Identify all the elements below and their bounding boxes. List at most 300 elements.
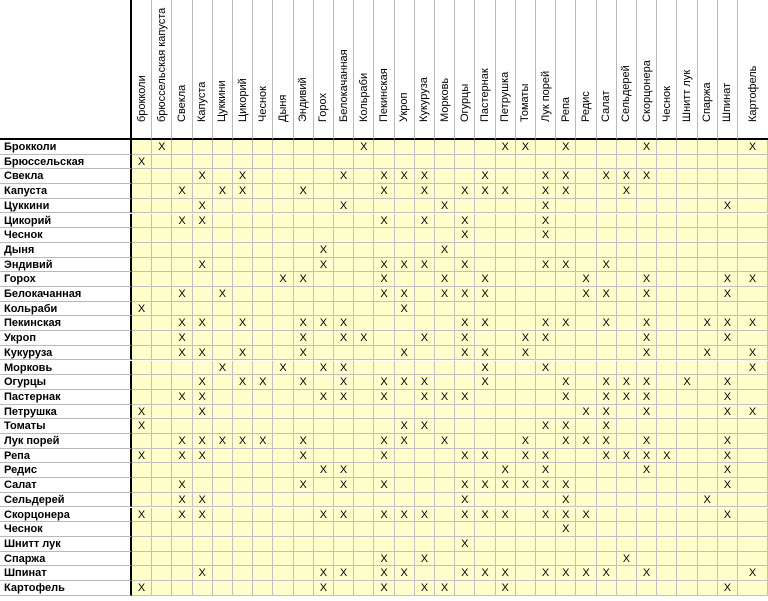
grid-cell[interactable]: X (738, 566, 768, 581)
grid-cell[interactable]: X (455, 449, 475, 464)
grid-cell[interactable] (496, 449, 516, 464)
grid-cell[interactable] (314, 449, 334, 464)
column-header[interactable] (233, 0, 253, 140)
grid-cell[interactable]: X (637, 346, 657, 361)
grid-cell[interactable] (132, 522, 152, 537)
grid-cell[interactable]: X (233, 184, 253, 199)
grid-cell[interactable] (334, 228, 354, 243)
grid-cell[interactable]: X (294, 331, 314, 346)
grid-cell[interactable]: X (698, 346, 718, 361)
grid-cell[interactable] (354, 463, 374, 478)
grid-cell[interactable] (455, 581, 475, 596)
grid-cell[interactable] (314, 493, 334, 508)
grid-cell[interactable] (657, 566, 677, 581)
row-header[interactable]: Кольраби (0, 302, 132, 317)
grid-cell[interactable] (617, 361, 637, 376)
grid-cell[interactable] (516, 405, 536, 420)
grid-cell[interactable] (496, 375, 516, 390)
grid-cell[interactable] (516, 302, 536, 317)
grid-cell[interactable]: X (294, 434, 314, 449)
grid-cell[interactable] (576, 199, 596, 214)
grid-cell[interactable]: X (475, 449, 495, 464)
grid-cell[interactable] (475, 552, 495, 567)
grid-cell[interactable] (213, 537, 233, 552)
grid-cell[interactable] (556, 405, 576, 420)
grid-cell[interactable] (152, 346, 172, 361)
grid-cell[interactable]: X (455, 258, 475, 273)
grid-cell[interactable]: X (314, 258, 334, 273)
grid-cell[interactable] (354, 405, 374, 420)
grid-cell[interactable] (354, 419, 374, 434)
grid-cell[interactable]: X (314, 316, 334, 331)
grid-cell[interactable] (395, 155, 415, 170)
grid-cell[interactable] (718, 537, 738, 552)
grid-cell[interactable] (597, 552, 617, 567)
grid-cell[interactable] (516, 508, 536, 523)
grid-cell[interactable] (738, 199, 768, 214)
grid-cell[interactable] (314, 272, 334, 287)
column-header[interactable] (576, 0, 596, 140)
grid-cell[interactable] (698, 228, 718, 243)
grid-cell[interactable] (213, 566, 233, 581)
grid-cell[interactable] (657, 581, 677, 596)
grid-cell[interactable] (657, 537, 677, 552)
grid-cell[interactable] (374, 463, 394, 478)
grid-cell[interactable] (395, 184, 415, 199)
grid-cell[interactable]: X (435, 287, 455, 302)
grid-cell[interactable] (354, 155, 374, 170)
grid-cell[interactable]: X (415, 169, 435, 184)
grid-cell[interactable] (677, 287, 697, 302)
grid-cell[interactable] (475, 463, 495, 478)
grid-cell[interactable] (516, 258, 536, 273)
grid-cell[interactable] (334, 346, 354, 361)
grid-cell[interactable] (415, 199, 435, 214)
grid-cell[interactable] (475, 199, 495, 214)
grid-cell[interactable] (435, 214, 455, 229)
grid-cell[interactable] (455, 140, 475, 155)
grid-cell[interactable] (435, 493, 455, 508)
grid-cell[interactable] (698, 214, 718, 229)
grid-cell[interactable] (496, 552, 516, 567)
grid-cell[interactable]: X (718, 199, 738, 214)
grid-cell[interactable] (516, 272, 536, 287)
grid-cell[interactable] (516, 375, 536, 390)
grid-cell[interactable] (395, 390, 415, 405)
grid-cell[interactable] (576, 463, 596, 478)
grid-cell[interactable] (193, 361, 213, 376)
grid-cell[interactable] (294, 258, 314, 273)
grid-cell[interactable] (213, 316, 233, 331)
grid-cell[interactable]: X (193, 169, 213, 184)
grid-cell[interactable] (617, 434, 637, 449)
grid-cell[interactable]: X (172, 390, 192, 405)
grid-cell[interactable] (435, 508, 455, 523)
grid-cell[interactable] (455, 375, 475, 390)
grid-cell[interactable]: X (718, 478, 738, 493)
grid-cell[interactable] (213, 258, 233, 273)
grid-cell[interactable] (273, 155, 293, 170)
grid-cell[interactable] (253, 361, 273, 376)
grid-cell[interactable] (233, 493, 253, 508)
column-header[interactable] (556, 0, 576, 140)
grid-cell[interactable] (475, 405, 495, 420)
grid-cell[interactable]: X (395, 508, 415, 523)
grid-cell[interactable] (213, 493, 233, 508)
grid-cell[interactable] (738, 390, 768, 405)
grid-cell[interactable] (435, 302, 455, 317)
grid-cell[interactable] (677, 522, 697, 537)
row-header[interactable]: Дыня (0, 243, 132, 258)
grid-cell[interactable] (738, 493, 768, 508)
grid-cell[interactable] (677, 537, 697, 552)
grid-cell[interactable] (657, 331, 677, 346)
grid-cell[interactable]: X (213, 184, 233, 199)
grid-cell[interactable]: X (334, 169, 354, 184)
grid-cell[interactable]: X (273, 361, 293, 376)
grid-cell[interactable] (172, 419, 192, 434)
grid-cell[interactable]: X (597, 449, 617, 464)
grid-cell[interactable]: X (718, 581, 738, 596)
grid-cell[interactable] (597, 214, 617, 229)
grid-cell[interactable]: X (455, 478, 475, 493)
grid-cell[interactable]: X (738, 361, 768, 376)
grid-cell[interactable] (698, 449, 718, 464)
grid-cell[interactable]: X (637, 390, 657, 405)
grid-cell[interactable] (516, 419, 536, 434)
grid-cell[interactable] (294, 214, 314, 229)
grid-cell[interactable] (354, 199, 374, 214)
grid-cell[interactable]: X (334, 361, 354, 376)
grid-cell[interactable]: X (516, 346, 536, 361)
grid-cell[interactable] (213, 169, 233, 184)
grid-cell[interactable] (435, 419, 455, 434)
row-header[interactable]: Свекла (0, 169, 132, 184)
grid-cell[interactable] (738, 375, 768, 390)
grid-cell[interactable]: X (132, 581, 152, 596)
grid-cell[interactable] (657, 258, 677, 273)
grid-cell[interactable]: X (415, 214, 435, 229)
grid-cell[interactable] (435, 258, 455, 273)
grid-cell[interactable] (698, 331, 718, 346)
grid-cell[interactable] (516, 361, 536, 376)
grid-cell[interactable] (233, 463, 253, 478)
grid-cell[interactable]: X (334, 463, 354, 478)
grid-cell[interactable] (576, 478, 596, 493)
grid-cell[interactable]: X (617, 375, 637, 390)
row-header[interactable]: Пастернак (0, 390, 132, 405)
grid-cell[interactable]: X (415, 258, 435, 273)
grid-cell[interactable] (415, 155, 435, 170)
grid-cell[interactable] (213, 155, 233, 170)
grid-cell[interactable] (475, 302, 495, 317)
grid-cell[interactable] (455, 552, 475, 567)
grid-cell[interactable] (172, 140, 192, 155)
grid-cell[interactable] (395, 522, 415, 537)
grid-cell[interactable]: X (294, 375, 314, 390)
grid-cell[interactable] (193, 287, 213, 302)
grid-cell[interactable] (475, 331, 495, 346)
grid-cell[interactable] (536, 302, 556, 317)
grid-cell[interactable] (294, 361, 314, 376)
grid-cell[interactable]: X (415, 508, 435, 523)
grid-cell[interactable]: X (536, 184, 556, 199)
grid-cell[interactable] (677, 419, 697, 434)
grid-cell[interactable] (213, 243, 233, 258)
grid-cell[interactable]: X (475, 361, 495, 376)
grid-cell[interactable] (172, 552, 192, 567)
grid-cell[interactable] (677, 316, 697, 331)
grid-cell[interactable] (718, 243, 738, 258)
grid-cell[interactable]: X (354, 140, 374, 155)
grid-cell[interactable]: X (718, 316, 738, 331)
grid-cell[interactable] (253, 169, 273, 184)
grid-cell[interactable] (152, 478, 172, 493)
grid-cell[interactable] (314, 184, 334, 199)
grid-cell[interactable] (233, 405, 253, 420)
grid-cell[interactable] (657, 272, 677, 287)
grid-cell[interactable] (273, 243, 293, 258)
column-header[interactable] (677, 0, 697, 140)
grid-cell[interactable]: X (637, 316, 657, 331)
grid-cell[interactable]: X (637, 566, 657, 581)
grid-cell[interactable] (435, 346, 455, 361)
grid-cell[interactable] (718, 493, 738, 508)
grid-cell[interactable]: X (556, 140, 576, 155)
grid-cell[interactable] (536, 272, 556, 287)
grid-cell[interactable] (657, 214, 677, 229)
grid-cell[interactable]: X (415, 331, 435, 346)
grid-cell[interactable] (152, 434, 172, 449)
grid-cell[interactable]: X (193, 258, 213, 273)
row-header[interactable]: Лук порей (0, 434, 132, 449)
grid-cell[interactable] (354, 184, 374, 199)
grid-cell[interactable] (576, 316, 596, 331)
grid-cell[interactable] (152, 214, 172, 229)
grid-cell[interactable]: X (698, 316, 718, 331)
grid-cell[interactable] (576, 302, 596, 317)
grid-cell[interactable]: X (415, 552, 435, 567)
grid-cell[interactable] (294, 140, 314, 155)
column-header[interactable] (132, 0, 152, 140)
grid-cell[interactable] (475, 522, 495, 537)
grid-cell[interactable]: X (516, 449, 536, 464)
grid-cell[interactable] (536, 287, 556, 302)
grid-cell[interactable] (738, 434, 768, 449)
grid-cell[interactable] (475, 537, 495, 552)
grid-cell[interactable]: X (637, 169, 657, 184)
grid-cell[interactable] (576, 155, 596, 170)
grid-cell[interactable]: X (334, 375, 354, 390)
grid-cell[interactable]: X (556, 258, 576, 273)
grid-cell[interactable] (152, 522, 172, 537)
grid-cell[interactable]: X (475, 478, 495, 493)
grid-cell[interactable] (496, 169, 516, 184)
grid-cell[interactable] (617, 316, 637, 331)
grid-cell[interactable] (455, 302, 475, 317)
grid-cell[interactable] (314, 331, 334, 346)
grid-cell[interactable]: X (294, 346, 314, 361)
grid-cell[interactable] (617, 258, 637, 273)
grid-cell[interactable] (617, 140, 637, 155)
grid-cell[interactable]: X (617, 169, 637, 184)
grid-cell[interactable] (294, 199, 314, 214)
grid-cell[interactable] (374, 331, 394, 346)
grid-cell[interactable] (718, 228, 738, 243)
grid-cell[interactable] (233, 228, 253, 243)
grid-cell[interactable] (253, 243, 273, 258)
row-header[interactable]: Огурцы (0, 375, 132, 390)
column-header[interactable] (334, 0, 354, 140)
grid-cell[interactable]: X (738, 272, 768, 287)
grid-cell[interactable]: X (374, 390, 394, 405)
grid-cell[interactable] (677, 390, 697, 405)
grid-cell[interactable]: X (294, 478, 314, 493)
grid-cell[interactable] (677, 243, 697, 258)
grid-cell[interactable]: X (475, 287, 495, 302)
row-header[interactable]: Кукуруза (0, 346, 132, 361)
grid-cell[interactable]: X (475, 566, 495, 581)
grid-cell[interactable] (152, 169, 172, 184)
grid-cell[interactable] (556, 361, 576, 376)
grid-cell[interactable] (718, 155, 738, 170)
row-header[interactable]: Сельдерей (0, 493, 132, 508)
grid-cell[interactable] (193, 537, 213, 552)
grid-cell[interactable] (253, 449, 273, 464)
grid-cell[interactable] (556, 287, 576, 302)
grid-cell[interactable] (132, 140, 152, 155)
grid-cell[interactable] (374, 405, 394, 420)
grid-cell[interactable] (253, 581, 273, 596)
grid-cell[interactable]: X (374, 214, 394, 229)
grid-cell[interactable] (152, 493, 172, 508)
grid-cell[interactable] (455, 361, 475, 376)
grid-cell[interactable] (415, 140, 435, 155)
column-header[interactable] (152, 0, 172, 140)
grid-cell[interactable]: X (556, 419, 576, 434)
grid-cell[interactable] (374, 522, 394, 537)
grid-cell[interactable] (314, 302, 334, 317)
grid-cell[interactable] (152, 581, 172, 596)
grid-cell[interactable] (597, 228, 617, 243)
grid-cell[interactable]: X (253, 375, 273, 390)
grid-cell[interactable] (597, 463, 617, 478)
grid-cell[interactable] (395, 581, 415, 596)
grid-cell[interactable] (435, 331, 455, 346)
grid-cell[interactable] (374, 419, 394, 434)
grid-cell[interactable] (576, 243, 596, 258)
row-header[interactable]: Петрушка (0, 405, 132, 420)
grid-cell[interactable] (576, 169, 596, 184)
grid-cell[interactable]: X (718, 434, 738, 449)
grid-cell[interactable] (233, 478, 253, 493)
grid-cell[interactable] (395, 405, 415, 420)
grid-cell[interactable] (213, 272, 233, 287)
grid-cell[interactable] (435, 155, 455, 170)
grid-cell[interactable] (294, 493, 314, 508)
grid-cell[interactable] (233, 419, 253, 434)
grid-cell[interactable] (516, 552, 536, 567)
grid-cell[interactable] (294, 228, 314, 243)
grid-cell[interactable] (233, 566, 253, 581)
grid-cell[interactable]: X (314, 361, 334, 376)
grid-cell[interactable]: X (475, 169, 495, 184)
grid-cell[interactable] (273, 478, 293, 493)
grid-cell[interactable] (273, 316, 293, 331)
grid-cell[interactable] (273, 214, 293, 229)
grid-cell[interactable]: X (395, 302, 415, 317)
grid-cell[interactable]: X (576, 272, 596, 287)
grid-cell[interactable] (314, 537, 334, 552)
grid-cell[interactable] (233, 537, 253, 552)
grid-cell[interactable]: X (435, 199, 455, 214)
grid-cell[interactable] (496, 214, 516, 229)
grid-cell[interactable] (334, 258, 354, 273)
grid-cell[interactable] (152, 537, 172, 552)
grid-cell[interactable] (698, 272, 718, 287)
grid-cell[interactable] (617, 214, 637, 229)
grid-cell[interactable]: X (334, 331, 354, 346)
grid-cell[interactable]: X (132, 302, 152, 317)
grid-cell[interactable] (556, 243, 576, 258)
grid-cell[interactable] (314, 405, 334, 420)
grid-cell[interactable] (677, 508, 697, 523)
grid-cell[interactable] (677, 155, 697, 170)
grid-cell[interactable]: X (374, 184, 394, 199)
grid-cell[interactable] (334, 302, 354, 317)
grid-cell[interactable] (657, 419, 677, 434)
grid-cell[interactable] (698, 552, 718, 567)
grid-cell[interactable] (657, 522, 677, 537)
grid-cell[interactable]: X (132, 508, 152, 523)
grid-cell[interactable]: X (334, 316, 354, 331)
grid-cell[interactable]: X (556, 316, 576, 331)
grid-cell[interactable] (657, 243, 677, 258)
grid-cell[interactable] (556, 346, 576, 361)
grid-cell[interactable] (475, 258, 495, 273)
grid-cell[interactable] (233, 302, 253, 317)
grid-cell[interactable]: X (395, 258, 415, 273)
grid-cell[interactable] (395, 316, 415, 331)
grid-cell[interactable] (152, 243, 172, 258)
grid-cell[interactable] (253, 346, 273, 361)
grid-cell[interactable] (435, 463, 455, 478)
grid-cell[interactable] (334, 405, 354, 420)
grid-cell[interactable] (334, 493, 354, 508)
grid-cell[interactable]: X (576, 566, 596, 581)
grid-cell[interactable] (334, 272, 354, 287)
grid-cell[interactable] (395, 214, 415, 229)
grid-cell[interactable]: X (536, 361, 556, 376)
grid-cell[interactable] (435, 522, 455, 537)
grid-cell[interactable] (475, 140, 495, 155)
grid-cell[interactable] (657, 508, 677, 523)
grid-cell[interactable] (597, 140, 617, 155)
grid-cell[interactable] (576, 552, 596, 567)
grid-cell[interactable] (172, 169, 192, 184)
grid-cell[interactable] (213, 478, 233, 493)
grid-cell[interactable] (172, 581, 192, 596)
grid-cell[interactable] (273, 331, 293, 346)
grid-cell[interactable]: X (475, 346, 495, 361)
grid-cell[interactable] (354, 581, 374, 596)
grid-cell[interactable] (657, 302, 677, 317)
grid-cell[interactable] (415, 272, 435, 287)
grid-cell[interactable]: X (536, 199, 556, 214)
grid-cell[interactable]: X (172, 508, 192, 523)
grid-cell[interactable] (213, 140, 233, 155)
grid-cell[interactable] (132, 243, 152, 258)
